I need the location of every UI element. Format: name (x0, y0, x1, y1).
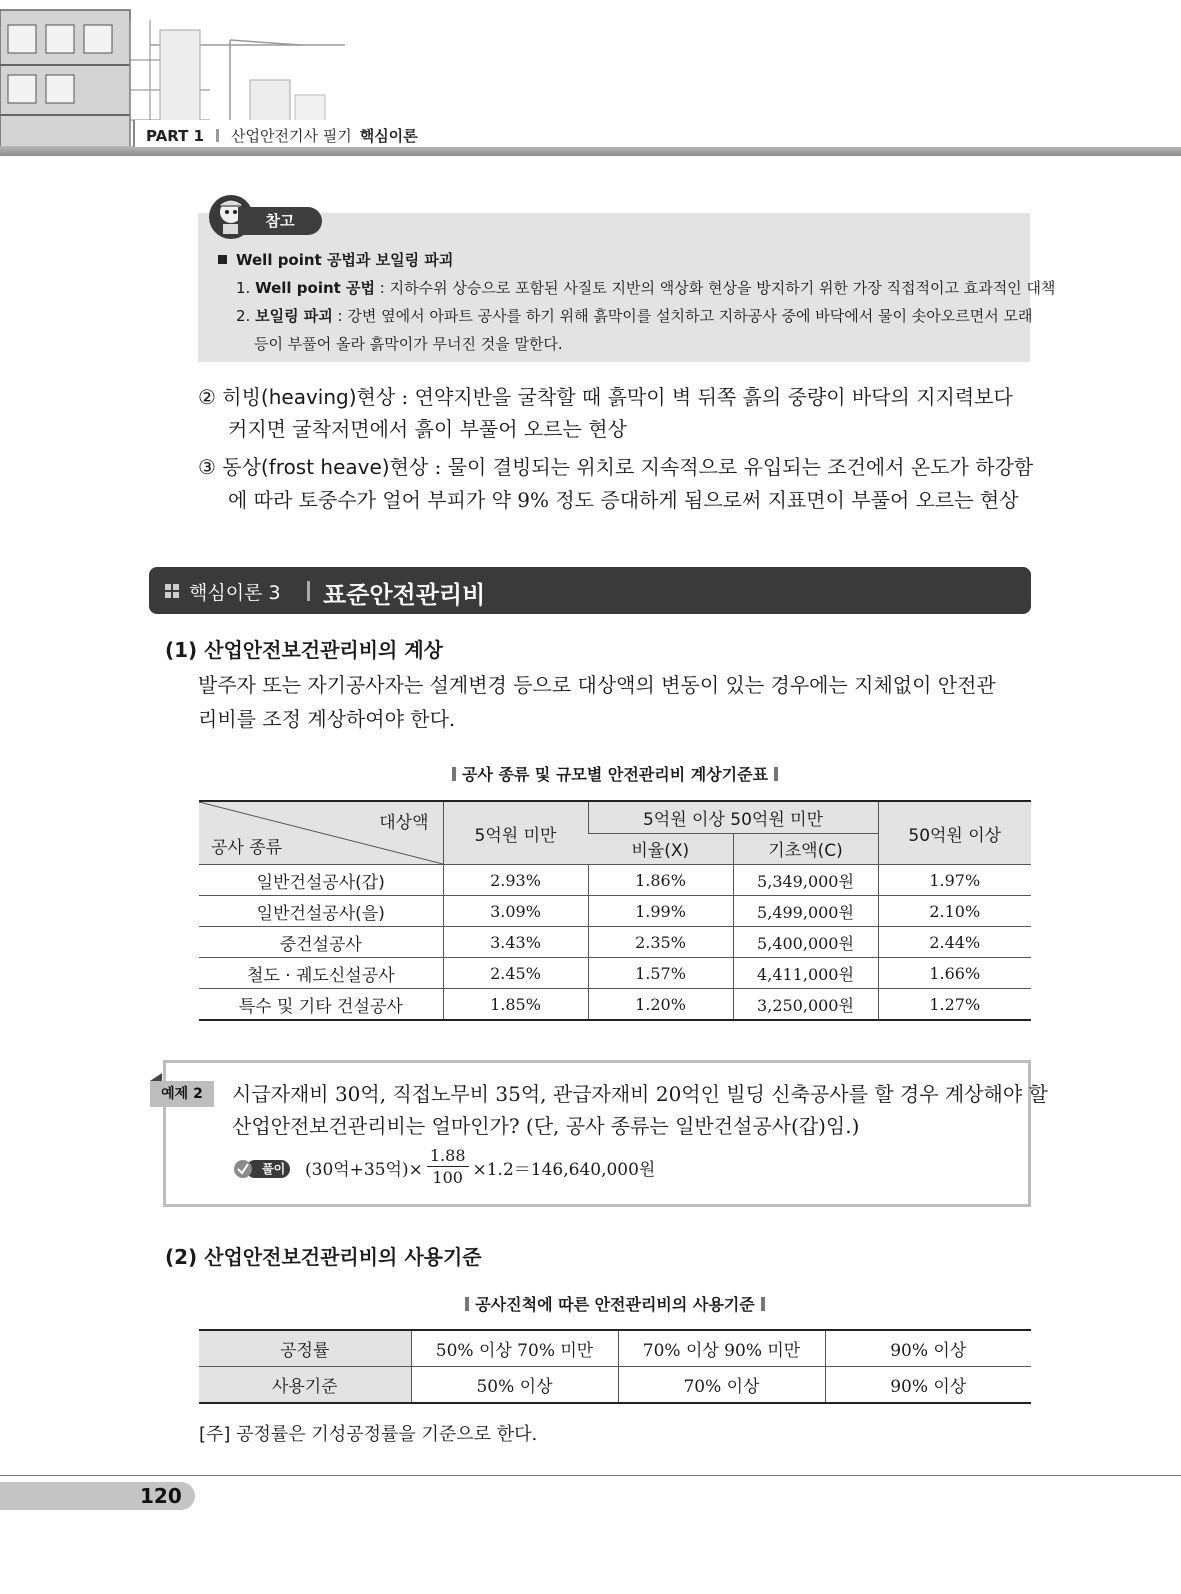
fraction: $\frac{1.88}{100}$ (427, 1146, 469, 1189)
table-row: 사용기준 50% 이상 70% 이상 90% 이상 (199, 1367, 1031, 1404)
note-tag: 참고 (238, 207, 322, 235)
table-row: 특수 및 기타 건설공사 1.85% 1.20% 3,250,000원 1.27% (199, 989, 1031, 1021)
header-separator (216, 129, 219, 142)
column-header: 비율(X) (588, 833, 733, 865)
diag-bottom-label: 공사 종류 (211, 838, 283, 858)
column-header: 50억원 이상 (878, 801, 1031, 865)
page-number: 120 (140, 1484, 182, 1508)
section-title: 표준안전관리비 (323, 581, 486, 609)
row-header: 공정률 (199, 1330, 411, 1367)
table-row: 공정률 50% 이상 70% 미만 70% 이상 90% 미만 90% 이상 (199, 1330, 1031, 1367)
diag-top-label: 대상액 (379, 813, 429, 833)
running-header (146, 125, 418, 146)
example-question-cont: 산업안전보건관리비는 얼마인가? (단, 공사 종류는 일반건설공사(갑)임.) (232, 1114, 860, 1138)
body-text: 리비를 조정 계상하여야 한다. (198, 707, 456, 731)
column-header: 5억원 미만 (443, 801, 588, 865)
example-tag-tip (150, 1073, 162, 1081)
note-item: 1. Well point 공법 : 지하수위 상승으로 포함된 사질토 지반의 액상화 현상을 방지하기 위한 가장 직접적이고 효과적인 대책 (236, 279, 1056, 297)
banner-separator (307, 581, 310, 601)
note-heading: Well point 공법과 보일링 파괴 (218, 249, 453, 270)
subsection-heading: (2) 산업안전보건관리비의 사용기준 (165, 1245, 482, 1269)
example-tag: 예제 2 (150, 1081, 214, 1107)
book-title: 산업안전기사 필기 (231, 127, 352, 145)
header-bar (0, 146, 1181, 156)
grid-bullet-icon (165, 584, 180, 599)
body-text: 발주자 또는 자기공사자는 설계변경 등으로 대상액의 변동이 있는 경우에는 지체없이 안전관 (198, 673, 996, 697)
column-header: 기초액(C) (733, 833, 878, 865)
table-row: 중건설공사 3.43% 2.35% 5,400,000원 2.44% (199, 927, 1031, 958)
cost-table (199, 800, 1031, 1021)
row-header: 사용기준 (199, 1367, 411, 1404)
frost-heave-definition: ③ 동상(frost heave)현상 : 물이 결빙되는 위치로 지속적으로 유입되는 조건에서 온도가 하강함 (198, 455, 1034, 479)
heaving-definition-cont: 커지면 굴착저면에서 흙이 부풀어 오르는 현상 (228, 417, 627, 441)
part-label: PART 1 (146, 126, 204, 145)
section-label: 핵심이론 (359, 127, 418, 145)
table-row: 일반건설공사(을) 3.09% 1.99% 5,499,000원 2.10% (199, 896, 1031, 927)
heaving-definition: ② 히빙(heaving)현상 : 연약지반을 굴착할 때 흙막이 벽 뒤쪽 흙의 중량이 바닥의 지지력보다 (198, 385, 1013, 409)
section-banner (149, 567, 1031, 614)
section-number: 핵심이론 3 (189, 582, 281, 604)
example-question: 시급자재비 30억, 직접노무비 35억, 관급자재비 20억인 빌딩 신축공사를 할 경우 계상해야 할 (232, 1082, 1048, 1106)
table-footnote: [주] 공정률은 기성공정률을 기준으로 한다. (199, 1424, 538, 1445)
frost-heave-definition-cont: 에 따라 토중수가 얼어 부피가 약 9% 정도 증대하게 됨으로써 지표면이 부풀어 오르는 현상 (228, 488, 1019, 512)
solution-expression: (30억+35억)× $\frac{1.88}{100}$ ×1.2＝146,640,000원 (305, 1146, 656, 1187)
note-item: 2. 보일링 파괴 : 강변 옆에서 아파트 공사를 하기 위해 흙막이를 설치하고 지하공사 중에 바닥에서 물이 솟아오르면서 모래 (236, 307, 1033, 325)
table-row: 철도 · 궤도신설공사 2.45% 1.57% 4,411,000원 1.66% (199, 958, 1031, 989)
footer-rule (0, 1475, 1181, 1476)
subsection-heading: (1) 산업안전보건관리비의 계상 (165, 638, 443, 662)
table-caption: 공사 종류 및 규모별 안전관리비 계상기준표 (199, 762, 1031, 785)
table-row: 일반건설공사(갑) 2.93% 1.86% 5,349,000원 1.97% (199, 865, 1031, 896)
note-item-continuation: 등이 부풀어 올라 흙막이가 무너진 것을 말한다. (254, 335, 563, 353)
column-header: 5억원 이상 50억원 미만 (588, 801, 878, 833)
diagonal-header-cell (199, 801, 443, 865)
usage-table (199, 1329, 1031, 1404)
solution-label: 풀이 (262, 1162, 286, 1176)
table-caption: 공사진척에 따른 안전관리비의 사용기준 (199, 1292, 1031, 1315)
square-bullet-icon (218, 255, 227, 264)
